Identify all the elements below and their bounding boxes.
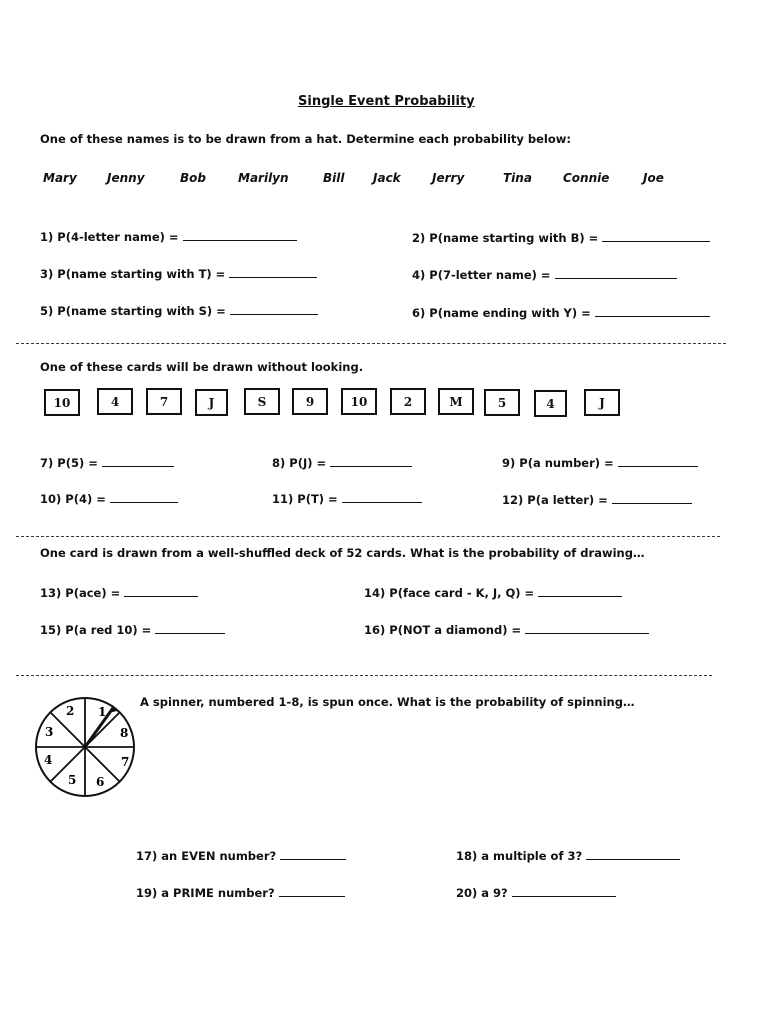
answer-blank[interactable] — [279, 884, 345, 897]
card: J — [195, 389, 228, 416]
answer-blank[interactable] — [612, 491, 692, 504]
question-11: 11) P(T) = — [272, 490, 422, 506]
question-6: 6) P(name ending with Y) = — [412, 304, 710, 320]
answer-blank[interactable] — [342, 490, 422, 503]
answer-blank[interactable] — [512, 884, 616, 897]
section4-instruction: A spinner, numbered 1-8, is spun once. What is the probability of spinning… — [140, 695, 635, 709]
answer-blank[interactable] — [595, 304, 710, 317]
spinner — [24, 696, 146, 798]
question-13: 13) P(ace) = — [40, 584, 198, 600]
answer-blank[interactable] — [230, 302, 318, 315]
spinner-number: 1 — [98, 705, 107, 719]
question-18: 18) a multiple of 3? — [456, 847, 680, 863]
question-5: 5) P(name starting with S) = — [40, 302, 318, 318]
answer-blank[interactable] — [586, 847, 680, 860]
question-15: 15) P(a red 10) = — [40, 621, 225, 637]
answer-blank[interactable] — [330, 454, 412, 467]
card: 9 — [292, 388, 328, 415]
name-item: Jack — [373, 171, 401, 185]
question-14: 14) P(face card - K, J, Q) = — [364, 584, 622, 600]
name-item: Bob — [180, 171, 206, 185]
name-item: Tina — [503, 171, 532, 185]
question-8: 8) P(J) = — [272, 454, 412, 470]
section-divider — [16, 536, 720, 537]
page-title: Single Event Probability — [298, 94, 475, 109]
card: J — [584, 389, 620, 416]
question-12: 12) P(a letter) = — [502, 491, 692, 507]
spinner-number: 4 — [44, 753, 53, 767]
card: 4 — [534, 390, 567, 417]
answer-blank[interactable] — [183, 228, 297, 241]
answer-blank[interactable] — [124, 584, 198, 597]
question-20: 20) a 9? — [456, 884, 616, 900]
question-1: 1) P(4-letter name) = — [40, 228, 297, 244]
name-item: Connie — [563, 171, 610, 185]
answer-blank[interactable] — [110, 490, 178, 503]
card: 2 — [390, 388, 426, 415]
question-19: 19) a PRIME number? — [136, 884, 345, 900]
answer-blank[interactable] — [280, 847, 346, 860]
card: S — [244, 388, 280, 415]
answer-blank[interactable] — [229, 265, 317, 278]
section2-instruction: One of these cards will be drawn without looking. — [40, 360, 364, 374]
answer-blank[interactable] — [602, 229, 710, 242]
card: 5 — [484, 389, 520, 416]
section1-instruction: One of these names is to be drawn from a hat. Determine each probability below: — [40, 132, 571, 146]
card: 4 — [97, 388, 133, 415]
spinner-number: 2 — [66, 704, 75, 718]
name-item: Mary — [43, 171, 77, 185]
card: M — [438, 388, 474, 415]
name-item: Jerry — [432, 171, 465, 185]
spinner-number: 8 — [120, 726, 129, 740]
question-16: 16) P(NOT a diamond) = — [364, 621, 649, 637]
spinner-number: 7 — [121, 755, 130, 769]
name-item: Bill — [323, 171, 345, 185]
card: 7 — [146, 388, 182, 415]
name-item: Marilyn — [238, 171, 289, 185]
card: 10 — [44, 389, 80, 416]
answer-blank[interactable] — [538, 584, 622, 597]
question-7: 7) P(5) = — [40, 454, 174, 470]
answer-blank[interactable] — [102, 454, 174, 467]
name-item: Jenny — [107, 171, 145, 185]
answer-blank[interactable] — [155, 621, 225, 634]
spinner-number: 5 — [68, 773, 77, 787]
card: 10 — [341, 388, 377, 415]
question-2: 2) P(name starting with B) = — [412, 229, 710, 245]
name-item: Joe — [643, 171, 664, 185]
answer-blank[interactable] — [618, 454, 698, 467]
question-17: 17) an EVEN number? — [136, 847, 346, 863]
section-divider — [16, 343, 726, 344]
question-4: 4) P(7-letter name) = — [412, 266, 677, 282]
question-10: 10) P(4) = — [40, 490, 178, 506]
answer-blank[interactable] — [555, 266, 677, 279]
answer-blank[interactable] — [525, 621, 649, 634]
question-9: 9) P(a number) = — [502, 454, 698, 470]
spinner-number: 3 — [45, 725, 54, 739]
spinner-number: 6 — [96, 775, 105, 789]
question-3: 3) P(name starting with T) = — [40, 265, 317, 281]
section-divider — [16, 675, 712, 676]
section3-instruction: One card is drawn from a well-shuffled deck of 52 cards. What is the probability of drawing… — [40, 546, 645, 560]
